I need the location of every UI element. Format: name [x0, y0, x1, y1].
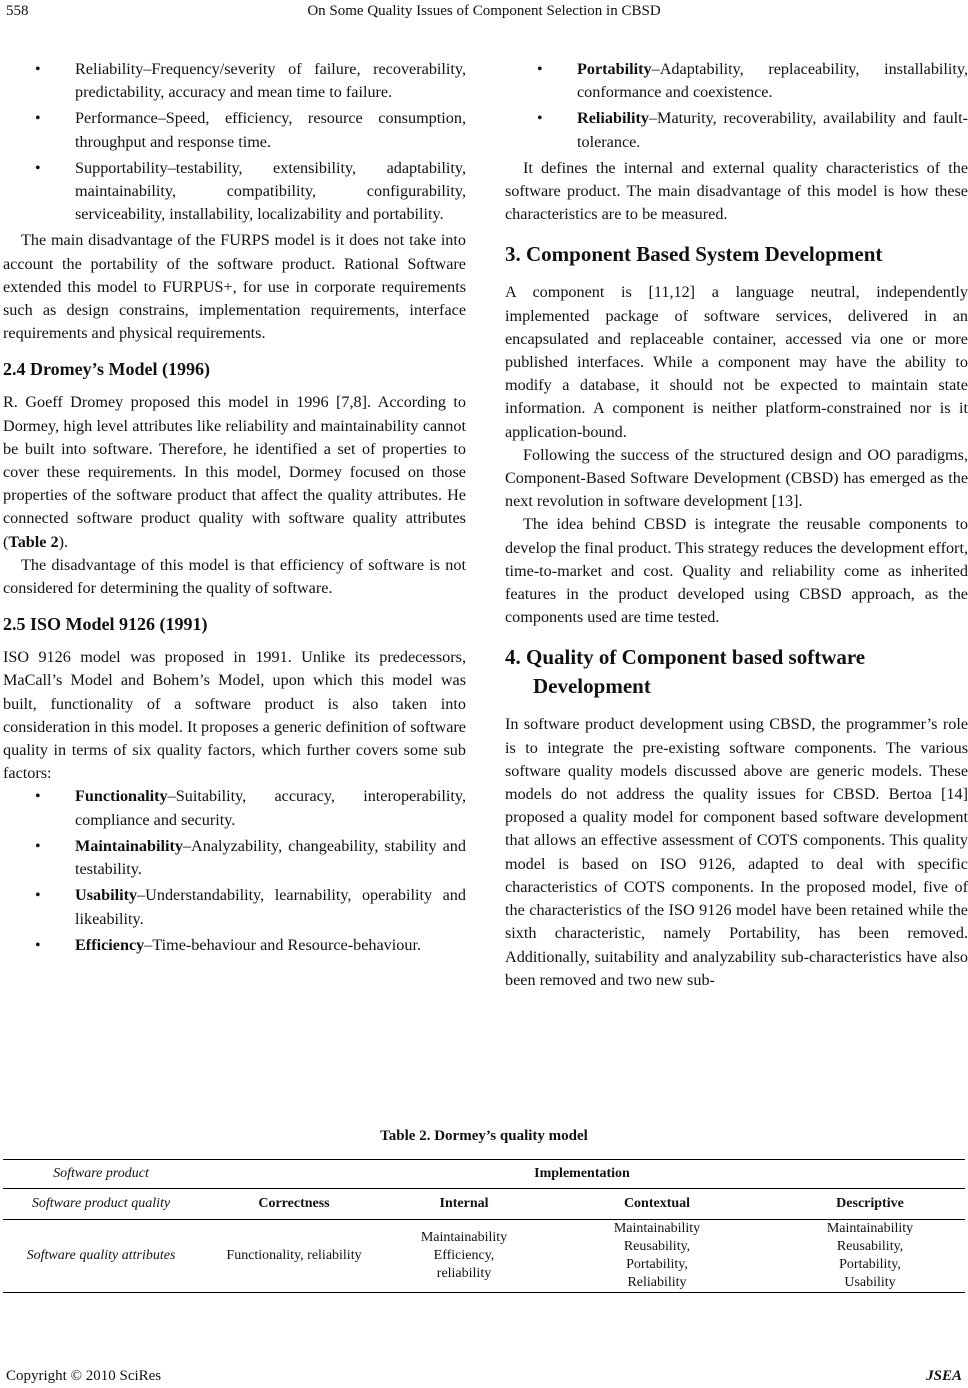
table-cell	[539, 1220, 775, 1293]
heading-quality	[505, 643, 968, 701]
bullet-supportability: • Supportability–testability, extensibility, adaptability, maintainability, compatibility, configurability, serviceability, installability, localizability and portability.	[3, 157, 466, 227]
iso-bullet-list-continued	[505, 58, 968, 154]
table-2-reference: Table 2	[8, 532, 59, 551]
cell-line: Reusability,	[836, 1239, 904, 1254]
table-row	[3, 1220, 965, 1293]
cell-line: Reusability,	[623, 1239, 691, 1254]
furps-bullet-list	[3, 58, 466, 226]
table-cell: Contextual	[539, 1189, 775, 1220]
bullet-desc: –Maturity, recoverability, availability and fault-tolerance.	[577, 109, 968, 151]
paragraph-quality: In software product development using CBSD, the programmer’s role is to integrate the pre-existing software components. The various software quality models discussed above are generic models. These models do not address the quality issues for CBSD. Bertoa [14] proposed a quality model for component based software development that allows an effective assessment of COTS components. This quality model is based on ISO 9126, adapted to deal with specific characteristics of COTS components. In the proposed model, five of the characteristics of the ISO 9126 model have been retained while the sixth characteristic, namely Portability, has been removed. Additionally, suitability and analyzability sub-characteristics have also been removed and two new sub-	[505, 715, 968, 989]
bullet-term: Efficiency	[75, 935, 145, 954]
bullet-desc: –Understandability, learnability, operability and likeability.	[75, 886, 466, 928]
bullet-desc: –Adaptability, replaceability, installability, conformance and coexistence.	[577, 60, 968, 102]
heading-quality-line-2: Development	[533, 674, 651, 699]
bullet-efficiency	[3, 934, 466, 957]
cell-line: Maintainability	[420, 1230, 508, 1245]
bullet-term: Portability	[577, 60, 652, 78]
bullet-portability	[505, 58, 968, 104]
row-label: Software product	[3, 1160, 199, 1189]
row-label: Software quality attributes	[3, 1220, 199, 1293]
paragraph-iso: ISO 9126 model was proposed in 1991. Unlike its predecessors, MaCall’s Model and Bohem’s Model, upon which this model was built, functionality of a software product is also taken into consideration in this model. It proposes a generic definition of software quality in terms of six quality factors, which further covers some sub factors:	[3, 648, 466, 783]
bullet-desc: –Analyzability, changeability, stability and testability.	[75, 836, 466, 879]
bullet-reliability-iso	[505, 107, 968, 153]
cell-line: Efficiency,	[433, 1248, 495, 1263]
paragraph-cbsd-2: Following the success of the structured design and OO paradigms, Component-Based Software Development (CBSD) has emerged as the next revolution in software development [13].	[505, 445, 968, 511]
bullet-desc: –Suitability, accuracy, interoperability, compliance and security.	[75, 787, 466, 829]
heading-dromey: 2.4 Dromey’s Model (1996)	[3, 359, 210, 380]
table-cell: Descriptive	[775, 1189, 965, 1220]
table-caption: Table 2. Dormey’s quality model	[380, 1128, 588, 1144]
heading-quality-line-1: 4. Quality of Component based software	[505, 645, 866, 670]
bullet-maintainability	[3, 835, 466, 881]
left-column	[3, 58, 466, 960]
paragraph-furps: The main disadvantage of the FURPS model is it does not take into account the portability of the software product. Rational Software extended this model to FURPUS+, for use in corporate requirements such as design constrains, implementation requirements, interface requirements and physical requirements.	[3, 231, 466, 343]
paragraph-cbsd-1: A component is [11,12] a language neutral, independently implemented package of software services, delivered in an encapsulated and replaceable container, accessed via one or more published interfaces. While a component may have the ability to modify a database, it should not be expected to maintain state information. A component is neither platform-constrained nor is it application-bound.	[505, 283, 968, 441]
cell-line: Usability	[844, 1275, 896, 1290]
bullet-term: Reliability	[577, 109, 649, 128]
dromey-quality-table	[3, 1159, 965, 1293]
bullet-reliability: • Reliability–Frequency/severity of failure, recoverability, predictability, accuracy and mean time to failure.	[3, 58, 466, 104]
iso-bullet-list	[3, 785, 466, 956]
page-header	[0, 0, 968, 30]
heading-iso: 2.5 ISO Model 9126 (1991)	[3, 614, 208, 635]
paragraph-dromey-1-text: R. Goeff Dromey proposed this model in 1996 [7,8]. According to Dormey, high level attributes like reliability and maintainability cannot be built into software. Therefore, he identified a set of properties to cover these requirements. In this model, Dormey focused on those properties of the software product that affect the quality attributes. He connected software product quality with software quality attributes (	[3, 393, 466, 551]
bullet-term: Usability	[75, 886, 138, 905]
table-cell: Implementation	[199, 1160, 965, 1189]
cell-line: Maintainability	[613, 1221, 701, 1236]
cell-line: Portability,	[839, 1257, 901, 1272]
bullet-term: Maintainability	[75, 836, 183, 855]
paragraph-cbsd-3: The idea behind CBSD is integrate the reusable components to develop the final product. This strategy reduces the development effort, time-to-market and cost. Quality and reliability come as inherited features in the product developed using CBSD approach, as the components used are time tested.	[505, 515, 968, 627]
cell-line: Portability,	[626, 1257, 688, 1272]
paragraph-iso-end: It defines the internal and external quality characteristics of the software product. The main disadvantage of this model is how these characteristics are to be measured.	[505, 158, 968, 224]
table-cell	[389, 1220, 539, 1293]
table-cell	[775, 1220, 965, 1293]
table-row	[3, 1160, 965, 1189]
bullet-desc: –Time-behaviour and Resource-behaviour.	[144, 935, 422, 954]
table-cell: Internal	[389, 1189, 539, 1220]
bullet-usability	[3, 884, 466, 930]
table-2	[3, 1128, 965, 1293]
copyright-notice: Copyright © 2010 SciRes	[6, 1368, 162, 1384]
running-title: On Some Quality Issues of Component Selection in CBSD	[307, 3, 661, 19]
cell-line: Functionality, reliability	[226, 1248, 362, 1263]
paragraph-dromey-1-end: ).	[58, 532, 69, 551]
bullet-performance: • Performance–Speed, efficiency, resource consumption, throughput and response time.	[3, 107, 466, 153]
journal-name: JSEA	[926, 1368, 962, 1384]
right-column	[505, 58, 968, 992]
table-row	[3, 1189, 965, 1220]
bullet-term: Functionality	[75, 787, 168, 806]
page-number: 558	[6, 3, 29, 19]
row-label: Software product quality	[3, 1189, 199, 1220]
paragraph-dromey-1	[3, 391, 466, 553]
table-cell	[199, 1220, 389, 1293]
table-cell: Correctness	[199, 1189, 389, 1220]
cell-line: Reliability	[627, 1275, 687, 1290]
heading-cbsd: 3. Component Based System Development	[505, 242, 883, 267]
bullet-functionality	[3, 785, 466, 831]
cell-line: reliability	[436, 1266, 492, 1281]
paragraph-dromey-2: The disadvantage of this model is that efficiency of software is not considered for determining the quality of software.	[3, 555, 466, 598]
cell-line: Maintainability	[826, 1221, 914, 1236]
